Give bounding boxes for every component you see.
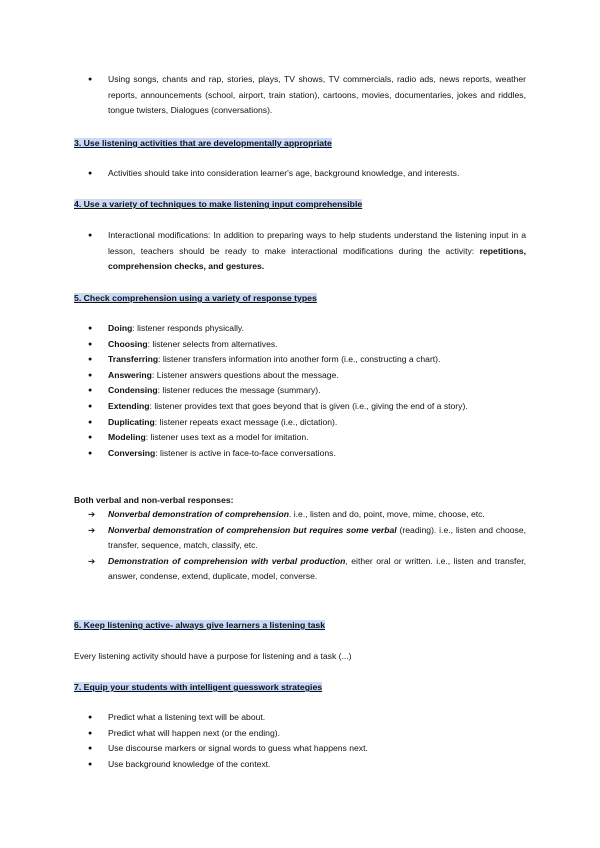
list-item: ● Predict what a listening text will be about. [74,710,526,726]
section-6-heading: 6. Keep listening active- always give learners a listening task [74,620,326,630]
response-type-desc: : listener reduces the message (summary). [157,385,321,396]
section-5-heading: 5. Check comprehension using a variety of response types [74,293,317,303]
response-rest: , either oral or written. i.e., listen and transfer, answer, condense, extend, duplicate, model, converse. [108,555,526,582]
response-type-desc: : listener responds physically. [132,323,244,333]
arrow-icon: ➔ [88,509,96,519]
section-7-bullet-list [74,710,526,772]
responses-arrow-list [74,507,526,585]
list-item [74,337,526,353]
response-type-term: Transferring [108,354,159,365]
response-type-desc: : listener transfers information into another form (i.e., constructing a chart). [158,354,441,365]
response-type-term: Conversing [108,447,156,458]
list-item [74,523,526,554]
response-type-term: Condensing [108,385,158,396]
list-item [74,507,526,523]
list-item [74,399,526,415]
list-item [74,383,526,399]
list-item [74,228,526,275]
section-6-text: Every listening activity should have a purpose for listening and a task (...) [74,651,352,661]
responses-label: Both verbal and non-verbal responses: [74,495,234,505]
section-7-heading: 7. Equip your students with intelligent guesswork strategies [74,682,323,692]
list-item [74,368,526,384]
response-type-term: Choosing [108,338,148,349]
response-type-desc: : listener uses text as a model for imitation. [145,432,309,443]
section-3-bullet-list [74,166,526,182]
response-rest: . i.e., listen and do, point, move, mime, choose, etc. [288,509,485,519]
response-type-desc: : listener is active in face-to-face conversations. [155,447,336,458]
list-item: ● Predict what will happen next (or the ending). [74,726,526,742]
section-3-heading: 3. Use listening activities that are developmentally appropriate [74,138,332,148]
response-type-desc: : listener provides text that goes beyond that is given (i.e., giving the end of a story). [149,400,468,411]
response-type-desc: : Listener answers questions about the message. [151,369,339,380]
list-item: ● Using songs, chants and rap, stories, plays, TV shows, TV commercials, radio ads, news reports, weather reports, announcements (school, airport, train station), cartoons, movies, documentaries, jokes and riddles, tongue twisters, Dialogues (conversations). [74,72,526,119]
list-item: ● Activities should take into consideration learner's age, background knowledge, and interests. [74,166,526,182]
arrow-icon: ➔ [88,524,96,535]
response-emphasis: Demonstration of comprehension with verbal production [108,555,346,566]
arrow-icon: ➔ [88,555,96,566]
response-type-desc: : listener selects from alternatives. [147,338,278,349]
intro-bullet-list [74,72,526,119]
response-type-term: Modeling [108,432,146,443]
response-type-desc: : listener repeats exact message (i.e., dictation). [154,416,338,427]
list-item [74,446,526,462]
section-4-heading: 4. Use a variety of techniques to make listening input comprehensible [74,199,363,209]
list-item [74,352,526,368]
response-type-term: Answering [108,369,152,380]
response-emphasis: Nonverbal demonstration of comprehension but requires some verbal [108,524,397,535]
list-item: ● Use background knowledge of the context. [74,757,526,773]
response-type-term: Extending [108,400,150,411]
response-type-term: Duplicating [108,416,155,427]
list-item [74,554,526,585]
list-item: ● Use discourse markers or signal words to guess what happens next. [74,741,526,757]
response-type-term: Doing [108,323,133,333]
response-rest: (reading). i.e., listen and choose, transfer, sequence, match, classify, etc. [108,524,527,551]
response-emphasis: Nonverbal demonstration of comprehension [108,509,289,519]
list-item [74,321,526,337]
list-item [74,415,526,431]
section-4-bullet-bold: repetitions, comprehension checks, and gestures. [108,245,526,272]
list-item [74,430,526,446]
section-5-response-type-list [74,321,526,461]
section-4-bullet-list [74,228,526,275]
section-4-bullet-text: Interactional modifications: In addition to preparing ways to help students understand the listening input in a lesson, teachers should be ready to make interactional modifications during the activity: [108,230,526,256]
